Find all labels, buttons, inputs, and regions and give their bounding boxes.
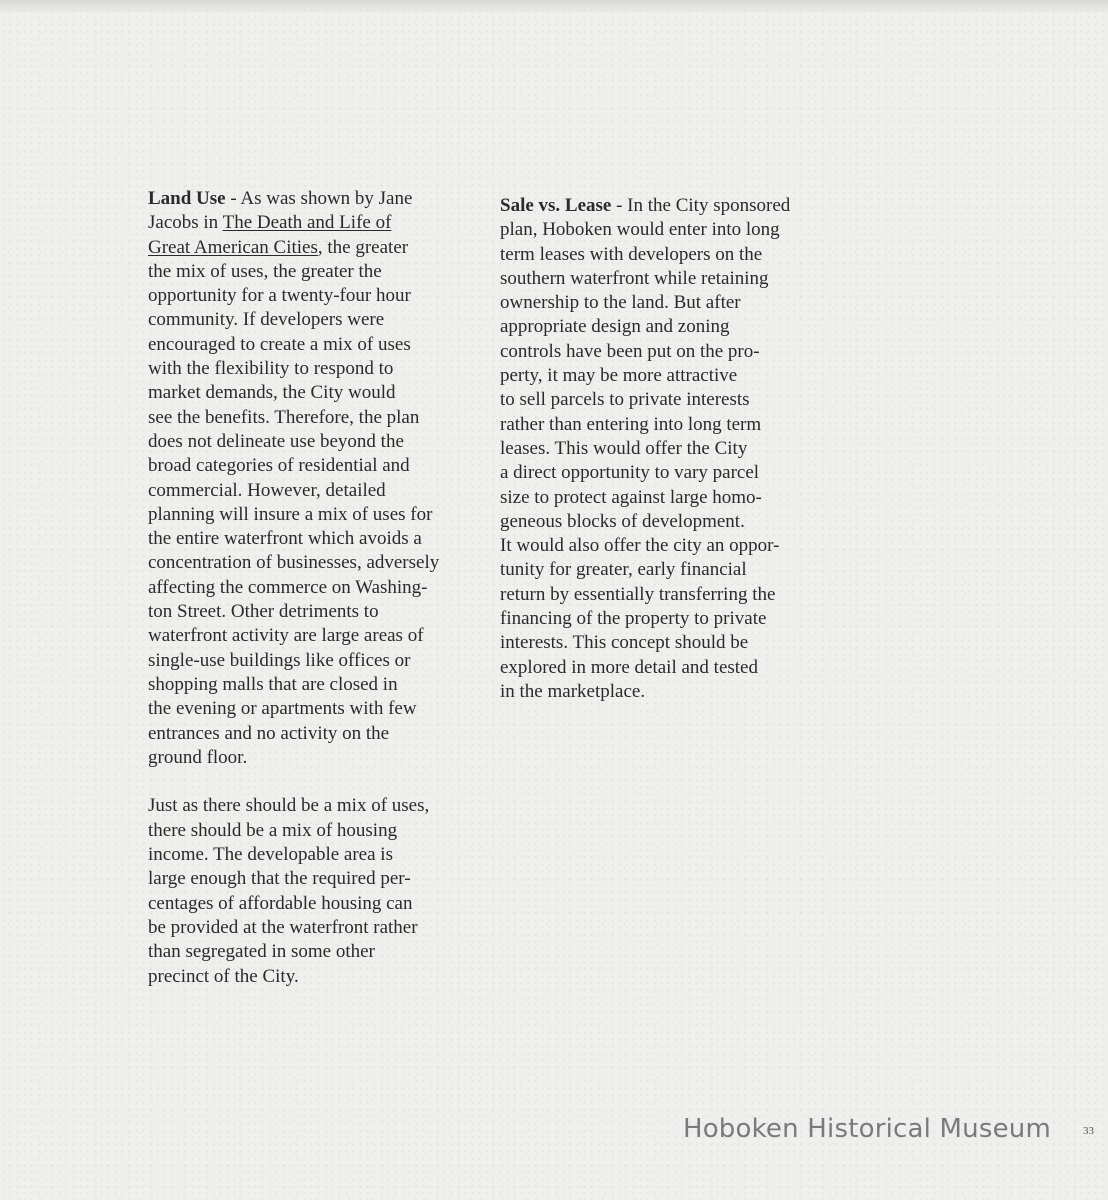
body-line: appropriate design and zoning [500, 316, 730, 338]
body-line: ownership to the land. But after [500, 292, 741, 314]
body-line: size to protect against large homo- [500, 486, 762, 508]
body-line: explored in more detail and tested [500, 656, 758, 678]
left-line-2: Jacobs in The Death and Life of [148, 212, 392, 234]
land-use-heading: Land Use [148, 188, 226, 209]
left-line-3: Great American Cities, the greater [148, 236, 409, 258]
body-line: southern waterfront while retaining [500, 267, 769, 289]
museum-watermark: Hoboken Historical Museum [682, 1114, 1051, 1144]
book-title-part2: Great American Cities [148, 236, 318, 258]
body-line: see the benefits. Therefore, the plan [148, 406, 420, 428]
sale-vs-lease-heading: Sale vs. Lease [500, 195, 612, 216]
body-line: in the marketplace. [500, 680, 646, 702]
body-line: the entire waterfront which avoids a [148, 528, 422, 550]
body-line: controls have been put on the pro- [500, 340, 760, 362]
body-line: leases. This would offer the City [500, 437, 748, 459]
page-number: 33 [1083, 1125, 1094, 1137]
body-line: affecting the commerce on Washing- [148, 576, 428, 598]
body-line: perty, it may be more attractive [500, 365, 738, 387]
body-line: single-use buildings like offices or [148, 649, 411, 671]
left-line-1: Land Use - As was shown by Jane [148, 188, 413, 209]
body-line: shopping malls that are closed in [148, 673, 398, 695]
right-column [500, 194, 790, 704]
body-line: It would also offer the city an oppor- [500, 535, 780, 557]
body-line: concentration of businesses, adversely [148, 552, 440, 574]
page-top-edge [0, 0, 1108, 14]
body-line: centages of affordable housing can [148, 892, 413, 914]
body-line: community. If developers were [148, 309, 385, 331]
body-line: return by essentially transferring the [500, 583, 776, 605]
book-title-part1: The Death and Life of [222, 212, 392, 234]
body-line: entrances and no activity on the [148, 722, 390, 744]
body-line: ground floor. [148, 746, 248, 768]
body-line: encouraged to create a mix of uses [148, 333, 411, 355]
body-line: interests. This concept should be [500, 632, 749, 654]
body-line: the evening or apartments with few [148, 698, 417, 720]
body-line: geneous blocks of development. [500, 510, 745, 532]
body-line: precinct of the City. [148, 965, 299, 987]
body-line: does not delineate use beyond the [148, 430, 404, 452]
body-line: rather than entering into long term [500, 413, 762, 435]
body-line: ton Street. Other detriments to [148, 601, 379, 623]
body-line: waterfront activity are large areas of [148, 625, 424, 647]
body-line: plan, Hoboken would enter into long [500, 219, 780, 241]
body-line: be provided at the waterfront rather [148, 916, 418, 938]
body-line: market demands, the City would [148, 382, 396, 404]
body-line: opportunity for a twenty-four hour [148, 285, 411, 307]
body-line: financing of the property to private [500, 608, 767, 630]
body-line: broad categories of residential and [148, 455, 410, 477]
body-line: income. The developable area is [148, 844, 393, 866]
body-line: to sell parcels to private interests [500, 389, 750, 411]
body-line: term leases with developers on the [500, 243, 763, 265]
body-line: there should be a mix of housing [148, 819, 398, 841]
body-line: the mix of uses, the greater the [148, 260, 382, 282]
body-line: planning will insure a mix of uses for [148, 503, 433, 525]
right-line-1: Sale vs. Lease - In the City sponsored [500, 195, 791, 216]
body-line: tunity for greater, early financial [500, 559, 747, 581]
body-line: large enough that the required per- [148, 868, 411, 890]
body-line: commercial. However, detailed [148, 479, 386, 501]
left-column [148, 187, 439, 989]
body-line: than segregated in some other [148, 941, 375, 963]
body-line: with the flexibility to respond to [148, 358, 394, 380]
body-line: Just as there should be a mix of uses, [148, 795, 430, 817]
paragraph-gap [148, 770, 439, 794]
body-line: a direct opportunity to vary parcel [500, 462, 760, 484]
